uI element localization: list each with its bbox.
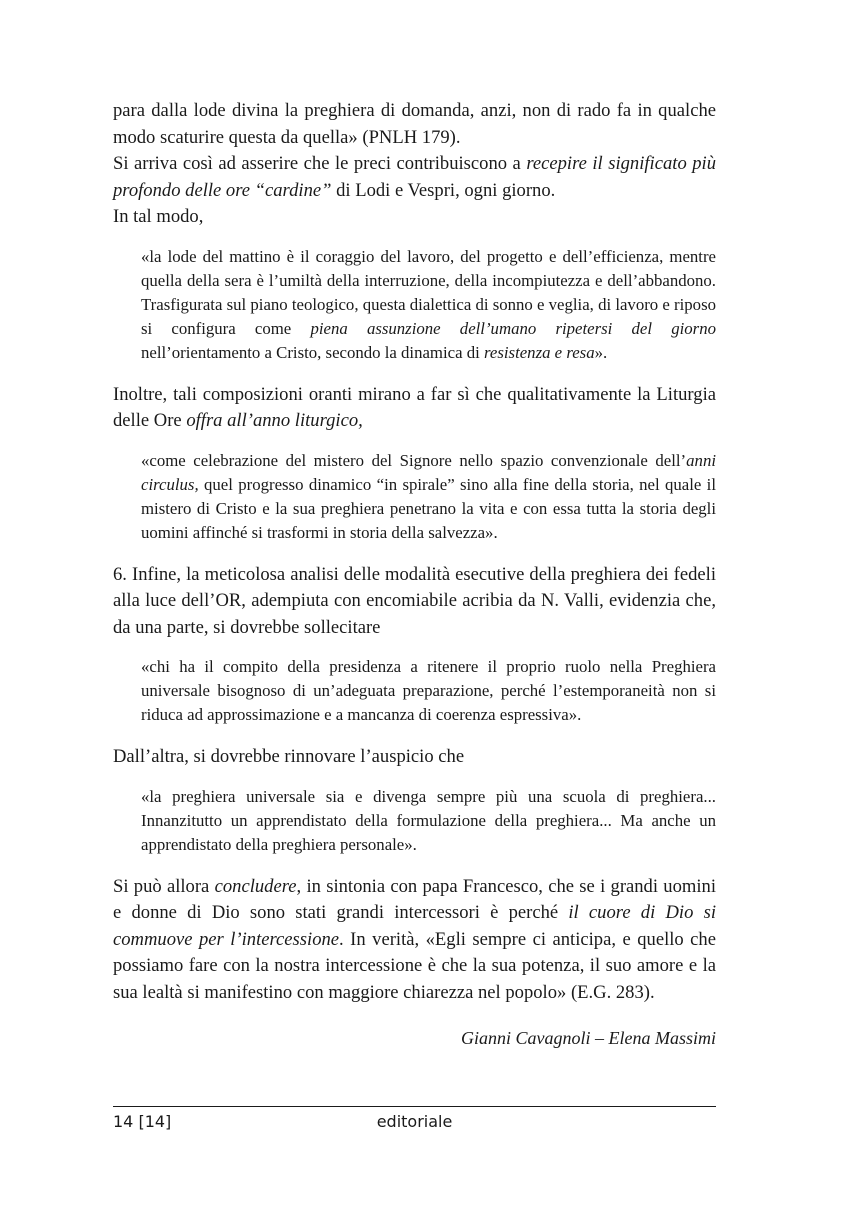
paragraph-text: Dall’altra, si dovrebbe rinnovare l’auspicio che (113, 746, 465, 767)
footer-rule (113, 1106, 716, 1107)
block-quote-presidenza (141, 655, 716, 727)
paragraph-preci (113, 151, 716, 204)
quote-text: ». (594, 342, 608, 362)
author-signature: Gianni Cavagnoli – Elena Massimi (461, 1028, 716, 1048)
running-head: editoriale (376, 1112, 453, 1131)
quote-text: «chi ha il compito della presidenza a ritenere il proprio ruolo nella Preghiera universale bisognoso di un’adeguata preparazione, perché l’estemporaneità non si riduca ad approssimazione e a mancanza di coerenza espressiva». (141, 657, 716, 724)
paragraph-text: para dalla lode divina la preghiera di domanda, anzi, non di rado fa in qualche modo scaturire questa da quella» (PNLH 179). (113, 100, 716, 148)
page-content (113, 98, 716, 1049)
paragraph-inoltre (113, 382, 716, 435)
paragraph-text: Si può allora (113, 875, 215, 897)
emphasis-text: offra all’anno liturgico, (186, 410, 363, 431)
paragraph-dall-altra (113, 744, 716, 771)
quote-text: quel progresso dinamico “in spirale” sino alla fine della storia, nel quale il mistero di Cristo e la sua preghiera penetrano la vita e con essa tutta la storia degli uomini affinché si trasformi in storia della salvezza». (141, 474, 716, 542)
paragraph-text: . In verità, «Egli sempre ci anticipa, e quello che possiamo fare con la nostra intercessione è che la sua potenza, il suo amore e la sua lealtà si manifestino con maggiore chiarezza nel popolo» (E.G. 283). (113, 928, 716, 1003)
paragraph-section-6 (113, 562, 716, 642)
quote-text: «la lode del mattino è il coraggio del lavoro, del progetto e dell’efficienza, mentre quella della sera è l’umiltà della interruzione, della incompiutezza e dell’abbandono. Trasfigurata sul piano teologico, questa dialettica di sonno e veglia, di lavoro e riposo si configura come (141, 246, 716, 338)
quote-text: «la preghiera universale sia e divenga sempre più una scuola di preghiera... Innanzitutto un apprendistato della formulazione della preghiera... Ma anche un apprendistato della preghiera personale». (141, 786, 716, 854)
emphasis-text: concludere (214, 875, 297, 897)
paragraph-text: , in sintonia con papa Francesco, che se i grandi uomini e donne di Dio sono stati grandi intercessori è perché (113, 875, 716, 923)
paragraph-text: Inoltre, tali composizioni oranti mirano a far sì che qualitativamente la Liturgia delle Ore (113, 383, 716, 431)
paragraph-text: di Lodi e Vespri, ogni giorno. (331, 179, 556, 201)
page-number: 14 [14] (113, 1112, 172, 1131)
paragraph-text: In tal modo, (113, 206, 204, 227)
paragraph-conclusion (113, 874, 716, 1007)
paragraph-continuation (113, 98, 716, 151)
emphasis-text: resistenza e resa (483, 342, 595, 362)
block-quote-anni-circulus (141, 449, 716, 545)
emphasis-text: recepire il significato più profondo delle ore “cardine” (113, 153, 717, 201)
block-quote-preghiera-universale (141, 785, 716, 857)
emphasis-text: anni circulus, (141, 450, 716, 494)
paragraph-in-tal-modo (113, 204, 716, 231)
emphasis-text: il cuore di Dio si commuove per l’intercessione (113, 902, 716, 950)
paragraph-text: 6. Infine, la meticolosa analisi delle modalità esecutive della preghiera dei fedeli alla luce dell’OR, adempiuta con encomiabile acribia da N. Valli, evidenzia che, da una parte, si dovrebbe sollecitare (113, 563, 716, 638)
quote-text: «come celebrazione del mistero del Signore nello spazio convenzionale dell’ (141, 450, 687, 470)
paragraph-text: Si arriva così ad asserire che le preci contribuiscono a (113, 153, 527, 174)
emphasis-text: piena assunzione dell’umano ripetersi del giorno (310, 318, 716, 338)
quote-text: nell’orientamento a Cristo, secondo la dinamica di (141, 342, 484, 362)
block-quote-lode (141, 245, 716, 365)
